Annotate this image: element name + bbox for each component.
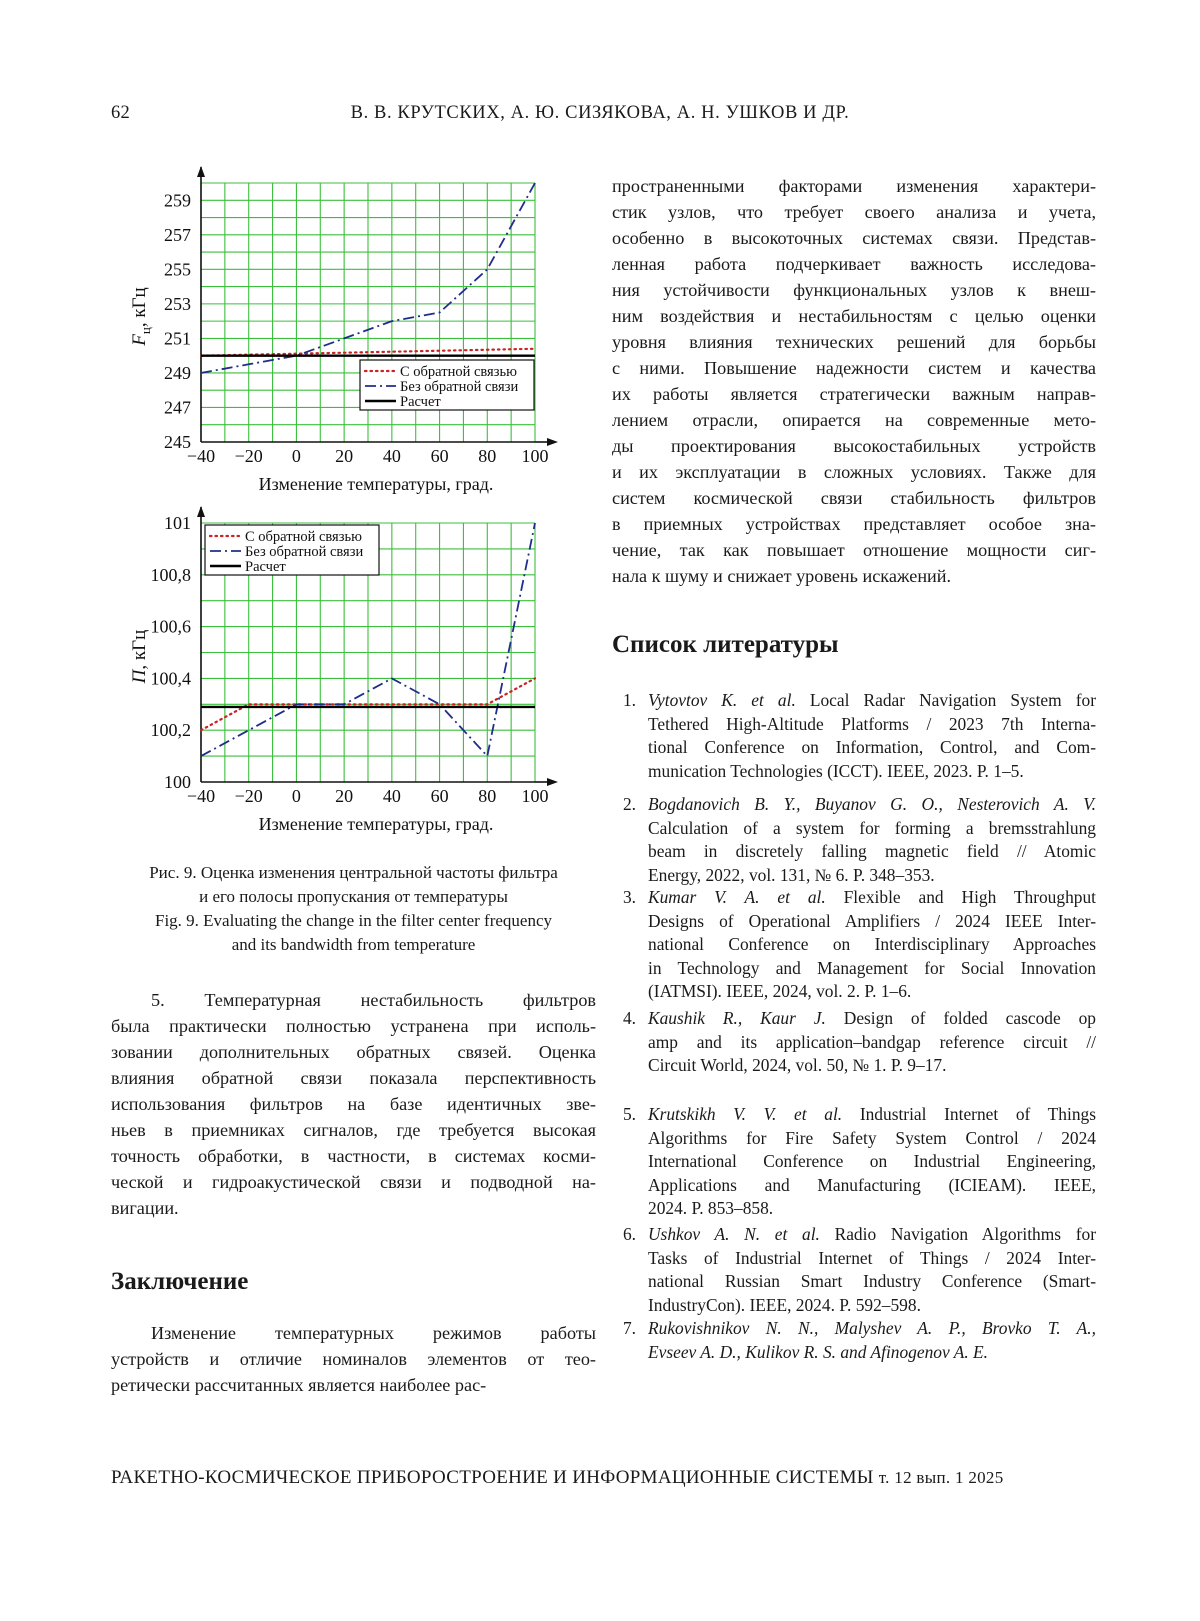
y-axis-arrow-icon (197, 166, 205, 177)
right-paragraph-line: в приемных устройствах представляет особое зна- (612, 514, 1096, 534)
right-paragraph-line: их работы является стратегически важным направ- (612, 384, 1096, 404)
x-tick-label: −20 (234, 446, 263, 466)
caption-ru-line-1: Рис. 9. Оценка изменения центральной частоты фильтра (149, 863, 558, 882)
reference-authors: Vytovtov K. et al. (648, 690, 796, 710)
reference-text: Local Radar Navigation System for (809, 690, 1096, 710)
journal-issue: т. 12 вып. 1 2025 (878, 1468, 1004, 1487)
conclusion-heading: Заключение (111, 1268, 249, 1295)
reference-line: 2024. P. 853–858. (648, 1198, 774, 1218)
y-tick-label: 245 (164, 432, 191, 452)
chart-legend (360, 360, 534, 410)
reference-authors: Kaushik R., Kaur J. (648, 1008, 826, 1028)
reference-line: Designs of Operational Amplifiers / 2024 IEEE Inter- (648, 910, 1096, 931)
conclusion-line: Изменение температурных режимов работы (151, 1323, 596, 1343)
y-axis-label-unit: , кГц (129, 287, 150, 328)
y-axis-label-unit: , кГц (129, 629, 150, 670)
reference-line (648, 1317, 1096, 1341)
reference-line: IndustryCon). IEEE, 2024. P. 592–598. (648, 1294, 921, 1315)
right-paragraph-line: лением отрасли, опирается на современные мето- (612, 410, 1096, 430)
right-paragraph-line: ния устойчивости функциональных узлов к внеш- (612, 280, 1096, 300)
reference-number: 7. (622, 1318, 636, 1338)
y-tick-label: 100 (164, 772, 191, 792)
reference-line: Energy, 2022, vol. 131, № 6. P. 348–353. (648, 864, 935, 885)
x-tick-label: 0 (291, 446, 301, 466)
chart-legend (205, 525, 379, 575)
references-heading: Список литературы (612, 631, 839, 658)
conclusion-line: ретически рассчитанных является наиболее рас- (111, 1375, 487, 1395)
x-tick-label: −40 (186, 446, 216, 466)
paragraph-item-5 (111, 987, 596, 1221)
reference-line: Calculation of a system for forming a bremsstrahlung (648, 817, 1096, 838)
page-number: 62 (111, 103, 130, 123)
y-axis-label-main: F (129, 334, 150, 346)
running-head: В. В. КРУТСКИХ, А. Ю. СИЗЯКОВА, А. Н. УШКОВ И ДР. (350, 103, 850, 123)
reference-line (648, 1223, 1096, 1247)
reference-authors: Bogdanovich B. Y., Buyanov G. O., Nesterovich A. V. (648, 794, 1096, 814)
reference-line (648, 689, 1096, 713)
reference-number: 4. (622, 1008, 636, 1028)
legend-label: С обратной связью (245, 529, 362, 545)
right-paragraph-line: с ними. Повышение надежности систем и качества (612, 358, 1096, 378)
right-paragraph-line: нала к шуму и снижает уровень искажений. (612, 566, 952, 586)
reference-number: 5. (622, 1104, 636, 1124)
right-column-paragraph (612, 173, 1096, 589)
paragraph-5-line: использования фильтров на базе идентичных зве- (111, 1094, 596, 1114)
conclusion-paragraph (111, 1320, 596, 1398)
y-tick-label: 100,4 (150, 668, 191, 689)
reference-line: International Conference on Industrial Engineering, (648, 1151, 1096, 1171)
caption-en-line-2: and its bandwidth from temperature (231, 935, 476, 954)
y-axis-arrow-icon (197, 506, 205, 517)
y-axis-label-sub: ц (138, 327, 153, 335)
reference-line: Tethered High-Altitude Platforms / 2023 7th Interna- (648, 713, 1096, 734)
reference-line: Evseev A. D., Kulikov R. S. and Afinogenov A. E. (648, 1341, 989, 1362)
conclusion-line: устройств и отличие номиналов элементов от тео- (111, 1349, 596, 1369)
chart-bandwidth (111, 505, 596, 840)
legend-label: Расчет (245, 559, 286, 575)
x-tick-label: 60 (430, 446, 449, 466)
x-tick-label: 20 (335, 446, 354, 466)
caption-ru-line-2: и его полосы пропускания от температуры (199, 887, 508, 906)
right-paragraph-line: систем космической связи стабильность фильтров (612, 488, 1096, 508)
reference-line: beam in discretely falling magnetic field // Atomic (648, 841, 1096, 861)
right-paragraph-line: и их эксплуатации в сложных условиях. Также для (612, 462, 1096, 482)
reference-line: national Conference on Interdisciplinary Approaches (648, 934, 1096, 954)
reference-number: 2. (622, 794, 636, 814)
reference-number: 1. (622, 690, 636, 710)
reference-line (648, 1007, 1096, 1031)
paragraph-5-line: была практически полностью устранена при исполь- (111, 1016, 596, 1036)
x-axis-label: Изменение температуры, град. (258, 474, 494, 494)
y-tick-label: 101 (164, 513, 191, 533)
legend-label: С обратной связью (400, 364, 517, 380)
y-tick-label: 100,6 (150, 616, 191, 637)
y-tick-label: 247 (164, 397, 191, 418)
legend-label: Без обратной связи (400, 379, 519, 395)
y-axis-label (129, 630, 150, 685)
journal-name: РАКЕТНО-КОСМИЧЕСКОЕ ПРИБОРОСТРОЕНИЕ И ИНФОРМАЦИОННЫЕ СИСТЕМЫ (111, 1467, 874, 1488)
x-tick-label: −20 (234, 786, 263, 806)
reference-line: national Russian Smart Industry Conference (Smart- (648, 1271, 1096, 1291)
x-tick-label: −40 (186, 786, 216, 806)
right-paragraph-line: пространенными факторами изменения характери- (612, 176, 1096, 196)
x-tick-label: 20 (335, 786, 354, 806)
reference-line (648, 886, 1096, 910)
right-paragraph-line: ленная работа подчеркивает важность исследова- (612, 254, 1096, 274)
y-tick-label: 100,2 (150, 720, 191, 741)
x-tick-label: 40 (382, 786, 401, 806)
reference-number: 6. (622, 1224, 636, 1244)
reference-text: Flexible and High Throughput (843, 887, 1096, 907)
right-paragraph-line: уровня влияния технических решений для борьбы (612, 332, 1096, 352)
figure-caption (111, 861, 596, 957)
reference-authors: Krutskikh V. V. et al. (648, 1104, 843, 1124)
legend-label: Расчет (400, 394, 441, 410)
right-paragraph-line: ним воздействия и нестабильностям с целью оценки (612, 306, 1096, 326)
reference-line: in Technology and Management for Social Innovation (648, 957, 1096, 978)
y-tick-label: 253 (164, 293, 191, 314)
x-tick-label: 100 (521, 786, 549, 806)
y-tick-label: 259 (164, 190, 191, 211)
chart-center-frequency (111, 165, 596, 500)
reference-authors: Rukovishnikov N. N., Malyshev A. P., Brovko T. A., (648, 1318, 1096, 1338)
reference-line: Applications and Manufacturing (ICIEAM). IEEE, (648, 1174, 1096, 1195)
reference-line: amp and its application–bandgap reference circuit // (648, 1031, 1096, 1052)
right-paragraph-line: особенно в высокоточных системах связи. Представ- (612, 228, 1096, 248)
reference-line: munication Technologies (ICCT). IEEE, 2023. P. 1–5. (648, 760, 1024, 781)
references-list (612, 689, 1096, 1389)
paragraph-5-line: ньев в приемниках сигналов, где требуется высокая (111, 1120, 596, 1140)
legend-label: Без обратной связи (245, 544, 364, 560)
reference-line: Tasks of Industrial Internet of Things / 2024 Inter- (648, 1247, 1096, 1268)
paragraph-5-line: 5. Температурная нестабильность фильтров (151, 990, 596, 1010)
journal-footer (111, 1467, 1004, 1489)
y-axis-label (129, 287, 153, 346)
reference-authors: Ushkov A. N. et al. (648, 1224, 820, 1244)
reference-text: Radio Navigation Algorithms for (834, 1224, 1096, 1244)
y-tick-label: 100,8 (150, 564, 191, 585)
caption-en-line-1: Fig. 9. Evaluating the change in the filter center frequency (155, 911, 552, 930)
reference-text: Industrial Internet of Things (859, 1104, 1096, 1124)
reference-line: (IATMSI). IEEE, 2024, vol. 2. P. 1–6. (648, 981, 912, 1001)
reference-line: tional Conference on Information, Control, and Com- (648, 737, 1096, 757)
x-tick-label: 40 (382, 446, 401, 466)
y-tick-label: 249 (164, 362, 191, 383)
y-tick-label: 251 (164, 328, 191, 349)
x-tick-label: 0 (291, 786, 301, 806)
y-tick-label: 257 (164, 224, 191, 245)
reference-line: Circuit World, 2024, vol. 50, № 1. P. 9–17. (648, 1055, 947, 1075)
x-tick-label: 80 (478, 446, 497, 466)
paragraph-5-line: влияния обратной связи показала перспективность (111, 1068, 596, 1088)
paragraph-5-line: ческой и гидроакустической связи и подводной на- (111, 1172, 596, 1192)
x-tick-label: 80 (478, 786, 497, 806)
reference-line: Algorithms for Fire Safety System Control / 2024 (648, 1127, 1096, 1148)
reference-number: 3. (622, 887, 636, 907)
x-axis-label: Изменение температуры, град. (258, 814, 494, 834)
right-paragraph-line: ды проектирования высокостабильных устройств (612, 436, 1096, 456)
paragraph-5-line: точность обработки, в частности, в системах косми- (111, 1146, 596, 1166)
x-tick-label: 60 (430, 786, 449, 806)
paragraph-5-line: зовании дополнительных обратных связей. Оценка (111, 1042, 596, 1062)
reference-line (648, 1103, 1096, 1127)
x-tick-label: 100 (521, 446, 549, 466)
reference-line (648, 793, 1096, 817)
reference-authors: Kumar V. A. et al. (648, 887, 826, 907)
y-axis-label-main: П (129, 669, 150, 684)
y-tick-label: 255 (164, 259, 191, 280)
right-paragraph-line: чение, так как повышает отношение мощности сиг- (612, 540, 1096, 560)
reference-text: Design of folded cascode op (843, 1008, 1096, 1028)
right-paragraph-line: стик узлов, что требует своего анализа и учета, (612, 202, 1096, 222)
paragraph-5-line: вигации. (111, 1198, 179, 1218)
